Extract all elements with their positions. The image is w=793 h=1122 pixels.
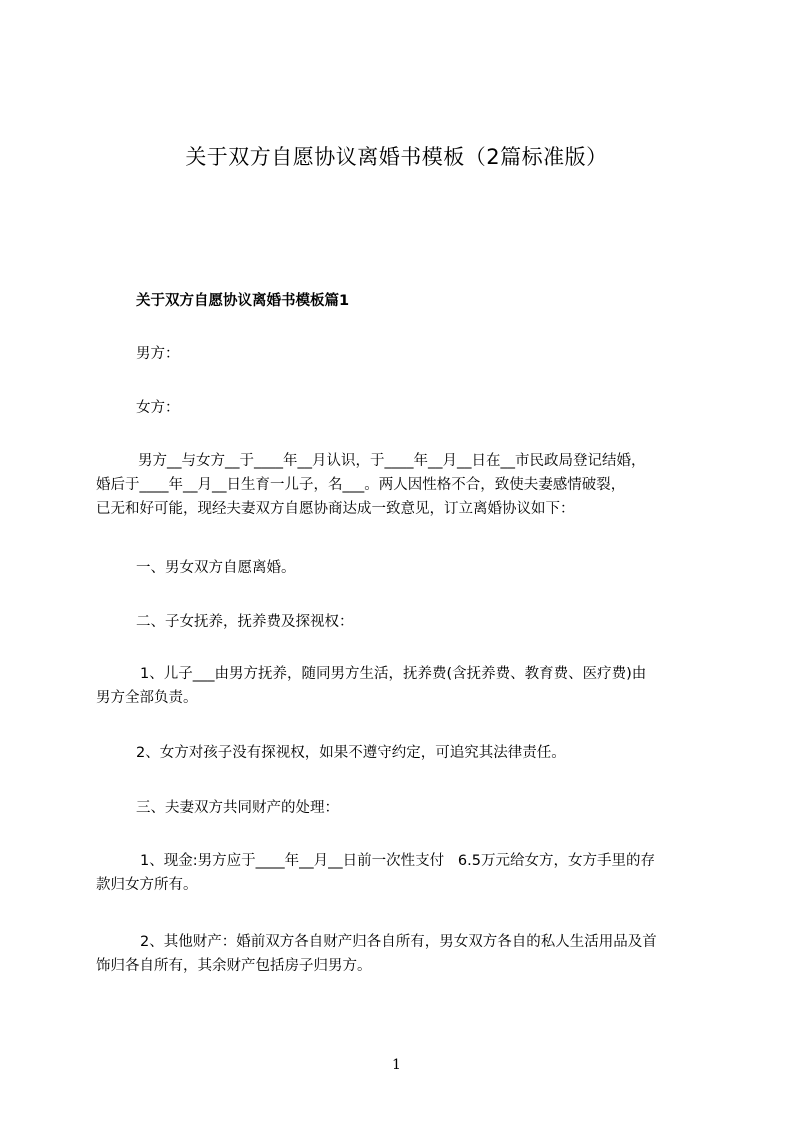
clause-2-1-line-1: 1、儿子___由男方抚养，随同男方生活，抚养费(含抚养费、教育费、医疗费)由 [140,666,647,682]
page-number: 1 [392,1057,401,1073]
intro-line-2: 婚后于____年__月__日生育一儿子，名___。两人因性格不合，致使夫妻感情破裂， [96,477,626,493]
clause-2-1-line-2: 男方全部负责。 [96,690,198,706]
clause-3-1-line-1: 1、现金:男方应于____年__月__日前一次性支付 6.5万元给女方，女方手里的存 [140,853,655,869]
document-title: 关于双方自愿协议离婚书模板（2篇标准版） [185,145,608,169]
section-heading: 关于双方自愿协议离婚书模板篇1 [136,293,350,309]
clause-3-1 [96,849,706,897]
clause-3-2 [96,930,706,978]
clause-3: 三、夫妻双方共同财产的处理： [136,800,339,816]
clause-3-2-line-2: 饰归各自所有，其余财产包括房子归男方。 [96,958,372,974]
intro-line-3: 已无和好可能，现经夫妻双方自愿协商达成一致意见，订立离婚协议如下： [96,501,575,517]
clause-2-1 [96,662,706,710]
intro-line-1: 男方__与女方__于____年__月认识，于____年__月__日在__市民政局登记结婚， [138,453,646,469]
clause-3-1-line-2: 款归女方所有。 [96,877,198,893]
clause-3-2-line-1: 2、其他财产：婚前双方各自财产归各自所有，男女双方各自的私人生活用品及首 [140,934,657,950]
intro-paragraph [96,449,706,521]
clause-1: 一、男女双方自愿离婚。 [136,560,296,576]
male-party-label: 男方： [136,346,180,362]
clause-2: 二、子女抚养，抚养费及探视权： [136,614,354,630]
clause-2-2: 2、女方对孩子没有探视权，如果不遵守约定，可追究其法律责任。 [136,745,566,761]
female-party-label: 女方： [136,400,180,416]
